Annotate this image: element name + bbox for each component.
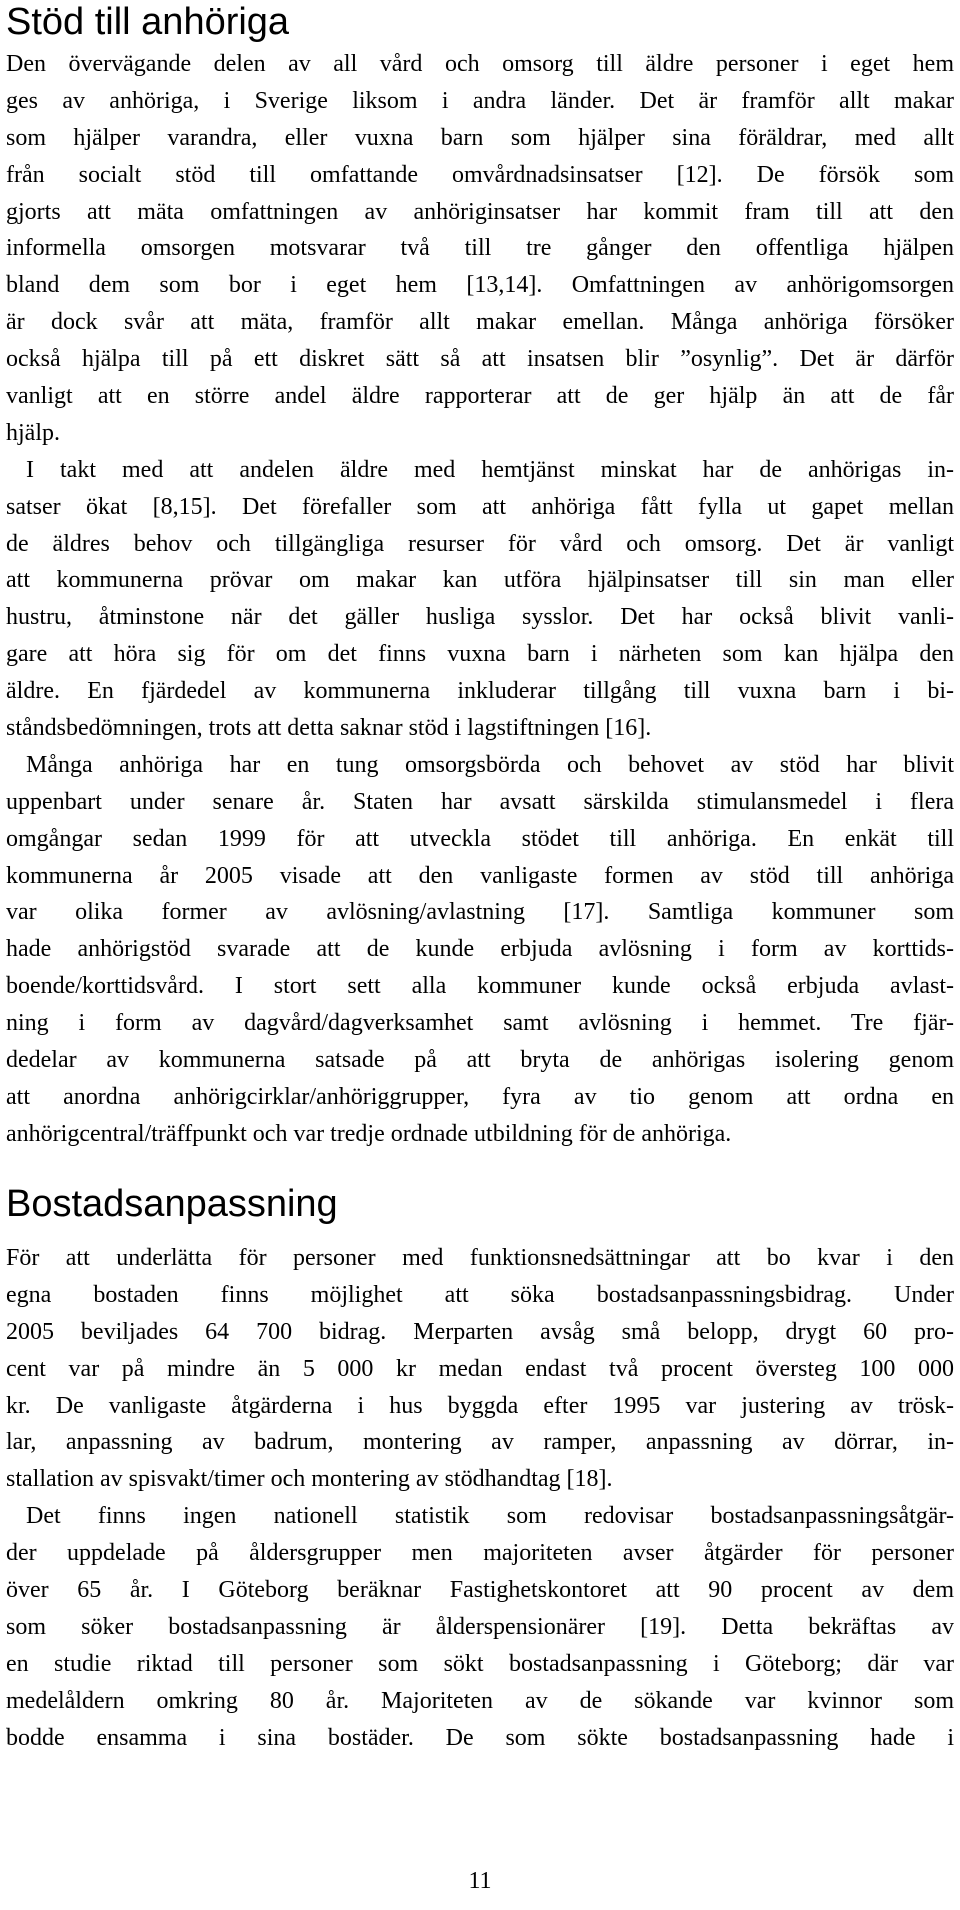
text-line: uppenbart under senare år. Staten har avsatt särskilda stimulansmedel i flera [6, 788, 954, 815]
section-heading-bostadsanpassning: Bostadsanpassning [6, 1183, 338, 1225]
text-line: ning i form av dagvård/dagverksamhet samt avlösning i hemmet. Tre fjär- [6, 1010, 954, 1037]
text-line: att kommunerna prövar om makar kan utföra hjälpinsatser till sin man eller [6, 567, 954, 594]
text-line: en studie riktad till personer som sökt bostadsanpassning i Göteborg; där var [6, 1650, 954, 1677]
text-line: Det finns ingen nationell statistik som redovisar bostadsanpassningsåtgär- [26, 1503, 954, 1530]
section-body-bostadsanpassning [6, 1240, 954, 1756]
text-line: lar, anpassning av badrum, montering av ramper, anpassning av dörrar, in- [6, 1429, 954, 1456]
section-heading-stod-till-anhoriga: Stöd till anhöriga [6, 1, 290, 43]
text-line: över 65 år. I Göteborg beräknar Fastighetskontoret att 90 procent av dem [6, 1577, 954, 1604]
text-line: stallation av spisvakt/timer och montering av stödhandtag [18]. [6, 1466, 613, 1493]
text-line: bland dem som bor i eget hem [13,14]. Omfattningen av anhörigomsorgen [6, 272, 954, 299]
text-line: också hjälpa till på ett diskret sätt så att insatsen blir ”osynlig”. Det är därför [6, 346, 954, 373]
text-line: anhörigcentral/träffpunkt och var tredje ordnade utbildning för de anhöriga. [6, 1120, 732, 1147]
text-line: hjälp. [6, 419, 60, 446]
text-line: som söker bostadsanpassning är ålderspensionärer [19]. Detta bekräftas av [6, 1613, 954, 1640]
page-number: 11 [468, 1868, 492, 1894]
text-line: från socialt stöd till omfattande omvårdnadsinsatser [12]. De försök som [6, 161, 954, 188]
text-line: vanligt att en större andel äldre rapporterar att de ger hjälp än att de får [6, 383, 954, 410]
text-line: der uppdelade på åldersgrupper men majoriteten avser åtgärder för personer [6, 1540, 954, 1567]
text-line: kr. De vanligaste åtgärderna i hus byggda efter 1995 var justering av trösk- [6, 1392, 954, 1419]
text-line: de äldres behov och tillgängliga resurser för vård och omsorg. Det är vanligt [6, 530, 954, 557]
text-line: medelåldern omkring 80 år. Majoriteten av de sökande var kvinnor som [6, 1687, 954, 1714]
text-line: 2005 beviljades 64 700 bidrag. Merparten avsåg små belopp, drygt 60 pro- [6, 1318, 954, 1345]
text-line: dedelar av kommunerna satsade på att bryta de anhörigas isolering genom [6, 1047, 954, 1074]
text-line: omgångar sedan 1999 för att utveckla stödet till anhöriga. En enkät till [6, 825, 954, 852]
text-line: gjorts att mäta omfattningen av anhöriginsatser har kommit fram till att den [6, 198, 954, 225]
text-line: informella omsorgen motsvarar två till tre gånger den offentliga hjälpen [6, 235, 954, 262]
text-line: ges av anhöriga, i Sverige liksom i andra länder. Det är framför allt makar [6, 87, 954, 114]
text-line: kommunerna år 2005 visade att den vanligaste formen av stöd till anhöriga [6, 862, 954, 889]
text-line: Många anhöriga har en tung omsorgsbörda och behovet av stöd har blivit [26, 751, 954, 778]
text-line: Den övervägande delen av all vård och omsorg till äldre personer i eget hem [6, 51, 954, 77]
text-line: att anordna anhörigcirklar/anhöriggrupper, fyra av tio genom att ordna en [6, 1083, 954, 1110]
text-line: bodde ensamma i sina bostäder. De som sökte bostadsanpassning hade i [6, 1724, 954, 1751]
text-line: satser ökat [8,15]. Det förefaller som att anhöriga fått fylla ut gapet mellan [6, 493, 954, 520]
text-line: var olika former av avlösning/avlastning [17]. Samtliga kommuner som [6, 899, 954, 926]
text-line: äldre. En fjärdedel av kommunerna inkluderar tillgång till vuxna barn i bi- [6, 678, 954, 705]
text-line: För att underlätta för personer med funktionsnedsättningar att bo kvar i den [6, 1245, 954, 1271]
text-line: hade anhörigstöd svarade att de kunde erbjuda avlösning i form av korttids- [6, 936, 954, 963]
text-line: ståndsbedömningen, trots att detta saknar stöd i lagstiftningen [16]. [6, 715, 652, 742]
section-body-stod-till-anhoriga [6, 46, 954, 1153]
text-line: är dock svår att mäta, framför allt makar emellan. Många anhöriga försöker [6, 309, 954, 336]
text-line: egna bostaden finns möjlighet att söka bostadsanpassningsbidrag. Under [6, 1281, 954, 1308]
text-line: som hjälper varandra, eller vuxna barn som hjälper sina föräldrar, med allt [6, 124, 954, 151]
text-line: I takt med att andelen äldre med hemtjänst minskat har de anhörigas in- [26, 456, 954, 483]
text-line: boende/korttidsvård. I stort sett alla kommuner kunde också erbjuda avlast- [6, 973, 954, 1000]
text-line: gare att höra sig för om det finns vuxna barn i närheten som kan hjälpa den [6, 641, 954, 668]
text-line: cent var på mindre än 5 000 kr medan endast två procent översteg 100 000 [6, 1355, 954, 1382]
text-line: hustru, åtminstone när det gäller husliga sysslor. Det har också blivit vanli- [6, 604, 954, 631]
